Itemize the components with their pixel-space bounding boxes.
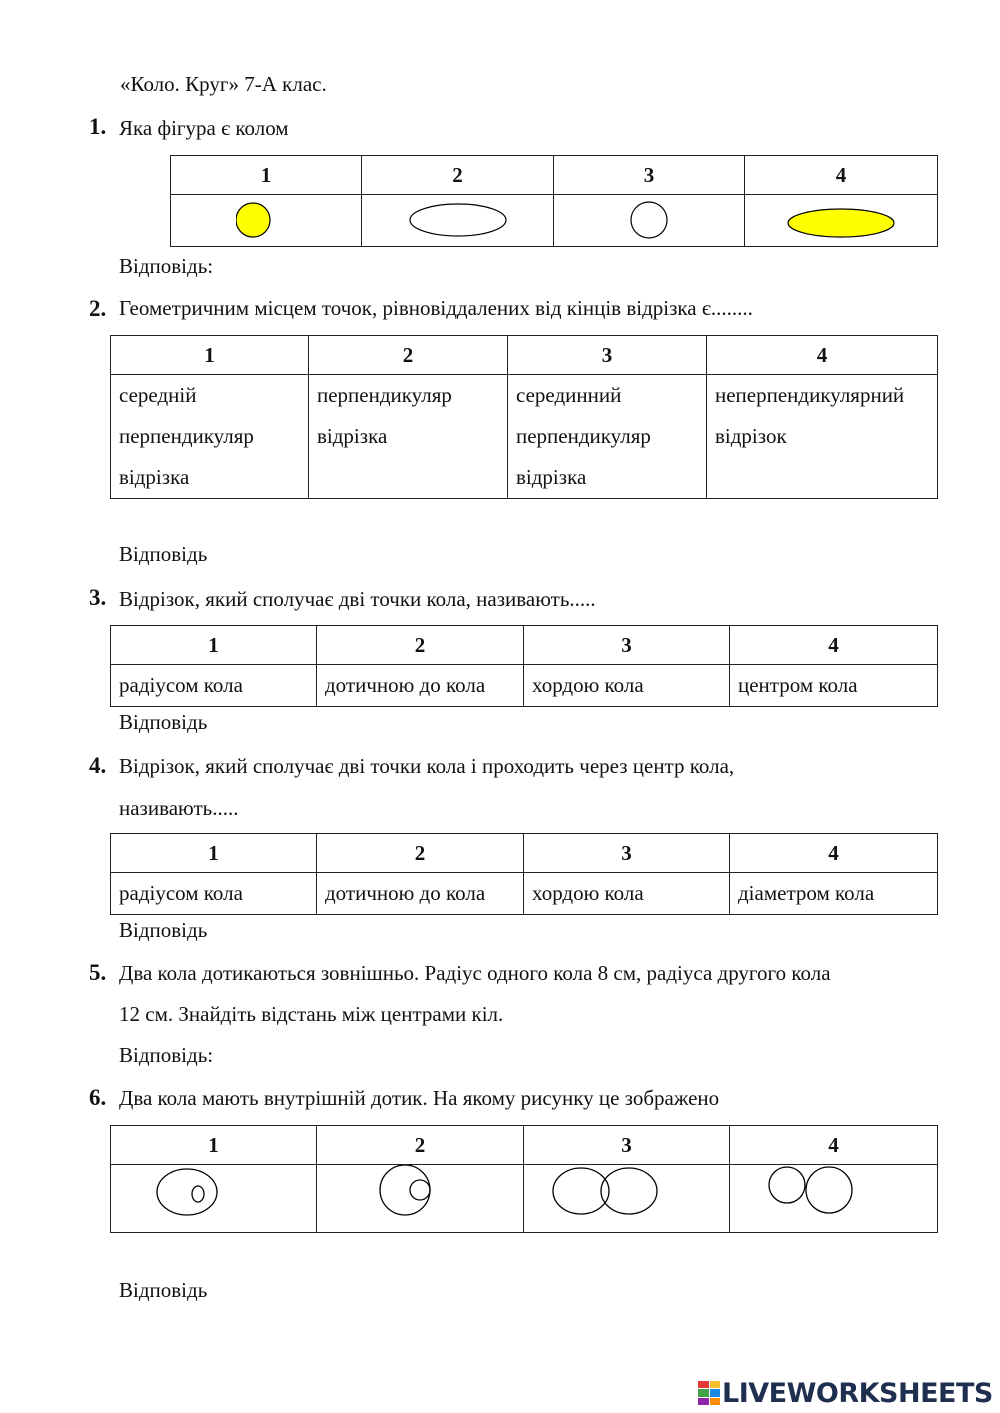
question-1-answer-label: Відповідь: xyxy=(119,254,214,278)
q4-header-4: 4 xyxy=(730,834,938,873)
question-5-answer-label: Відповідь: xyxy=(119,1043,214,1067)
q4-header-2: 2 xyxy=(317,834,524,873)
question-6-table xyxy=(110,1125,938,1233)
q2-option-1[interactable]: середній перпендикуляр відрізка xyxy=(111,375,309,499)
liveworksheets-logo-text: LIVEWORKSHEETS xyxy=(722,1377,993,1409)
liveworksheets-logo-icon xyxy=(698,1381,720,1405)
overlapping-circles-icon xyxy=(532,1165,722,1225)
q3-option-1[interactable]: радіусом кола xyxy=(111,665,317,707)
q1-option-1[interactable] xyxy=(171,195,362,247)
q6-header-2: 2 xyxy=(317,1126,524,1165)
question-4-table xyxy=(110,833,938,915)
q2-header-3: 3 xyxy=(508,336,707,375)
q4-header-3: 3 xyxy=(524,834,730,873)
q4-header-1: 1 xyxy=(111,834,317,873)
q3-header-3: 3 xyxy=(524,626,730,665)
question-2-number: 2. xyxy=(89,296,107,321)
q3-option-4[interactable]: центром кола xyxy=(730,665,938,707)
q1-option-3[interactable] xyxy=(554,195,745,247)
question-4-answer-label: Відповідь xyxy=(119,918,208,942)
q6-header-3: 3 xyxy=(524,1126,730,1165)
yellow-ellipse-icon xyxy=(781,195,901,245)
question-2-answer-label: Відповідь xyxy=(119,542,208,566)
white-circle-icon xyxy=(619,195,679,245)
q3-header-2: 2 xyxy=(317,626,524,665)
q1-header-1: 1 xyxy=(171,156,362,195)
q3-option-2[interactable]: дотичною до кола xyxy=(317,665,524,707)
question-5-text-line1: Два кола дотикаються зовнішньо. Радіус одного кола 8 см, радіуса другого кола xyxy=(119,961,831,985)
q6-header-1: 1 xyxy=(111,1126,317,1165)
q4-option-1[interactable]: радіусом кола xyxy=(111,873,317,915)
q2-header-2: 2 xyxy=(309,336,508,375)
q4-option-4[interactable]: діаметром кола xyxy=(730,873,938,915)
internally-tangent-circles-icon xyxy=(325,1165,515,1225)
question-3-answer-label: Відповідь xyxy=(119,710,208,734)
question-3-table xyxy=(110,625,938,707)
externally-touching-circles-icon xyxy=(738,1165,928,1225)
question-5-text-line2: 12 см. Знайдіть відстань між центрами кіл. xyxy=(119,1002,504,1026)
q6-option-4[interactable] xyxy=(730,1165,938,1233)
q3-header-4: 4 xyxy=(730,626,938,665)
q2-header-1: 1 xyxy=(111,336,309,375)
question-3-text: Відрізок, який сполучає дві точки кола, називають..... xyxy=(119,587,596,611)
q1-option-4[interactable] xyxy=(745,195,938,247)
question-2-text: Геометричним місцем точок, рівновіддалених від кінців відрізка є........ xyxy=(119,296,753,320)
question-1-number: 1. xyxy=(89,114,107,139)
q3-option-3[interactable]: хордою кола xyxy=(524,665,730,707)
centered-circles-icon xyxy=(119,1165,309,1225)
q2-option-2[interactable]: перпендикуляр відрізка xyxy=(309,375,508,499)
q1-option-2[interactable] xyxy=(362,195,554,247)
q4-option-3[interactable]: хордою кола xyxy=(524,873,730,915)
q1-header-3: 3 xyxy=(554,156,745,195)
q6-option-1[interactable] xyxy=(111,1165,317,1233)
question-1-table xyxy=(170,155,938,247)
q1-header-4: 4 xyxy=(745,156,938,195)
q6-option-2[interactable] xyxy=(317,1165,524,1233)
question-3-number: 3. xyxy=(89,585,107,610)
q3-header-1: 1 xyxy=(111,626,317,665)
question-2-table xyxy=(110,335,938,499)
q1-header-2: 2 xyxy=(362,156,554,195)
question-6-answer-label: Відповідь xyxy=(119,1278,208,1302)
question-6-number: 6. xyxy=(89,1085,107,1110)
q6-option-3[interactable] xyxy=(524,1165,730,1233)
worksheet-title: «Коло. Круг» 7-А клас. xyxy=(120,72,327,96)
question-4-text-line1: Відрізок, який сполучає дві точки кола і проходить через центр кола, xyxy=(119,754,735,778)
q2-option-3[interactable]: серединний перпендикуляр відрізка xyxy=(508,375,707,499)
question-4-text-line2: називають..... xyxy=(119,796,239,820)
q4-option-2[interactable]: дотичною до кола xyxy=(317,873,524,915)
question-5-number: 5. xyxy=(89,960,107,985)
question-4-number: 4. xyxy=(89,753,107,778)
white-ellipse-icon xyxy=(403,195,513,245)
question-6-text: Два кола мають внутрішній дотик. На якому рисунку це зображено xyxy=(119,1086,720,1110)
q2-option-4[interactable]: неперпендикулярний відрізок xyxy=(707,375,938,499)
q2-header-4: 4 xyxy=(707,336,938,375)
question-1-text: Яка фігура є колом xyxy=(119,116,289,140)
q6-header-4: 4 xyxy=(730,1126,938,1165)
liveworksheets-logo xyxy=(698,1378,993,1408)
yellow-circle-icon xyxy=(236,195,296,245)
